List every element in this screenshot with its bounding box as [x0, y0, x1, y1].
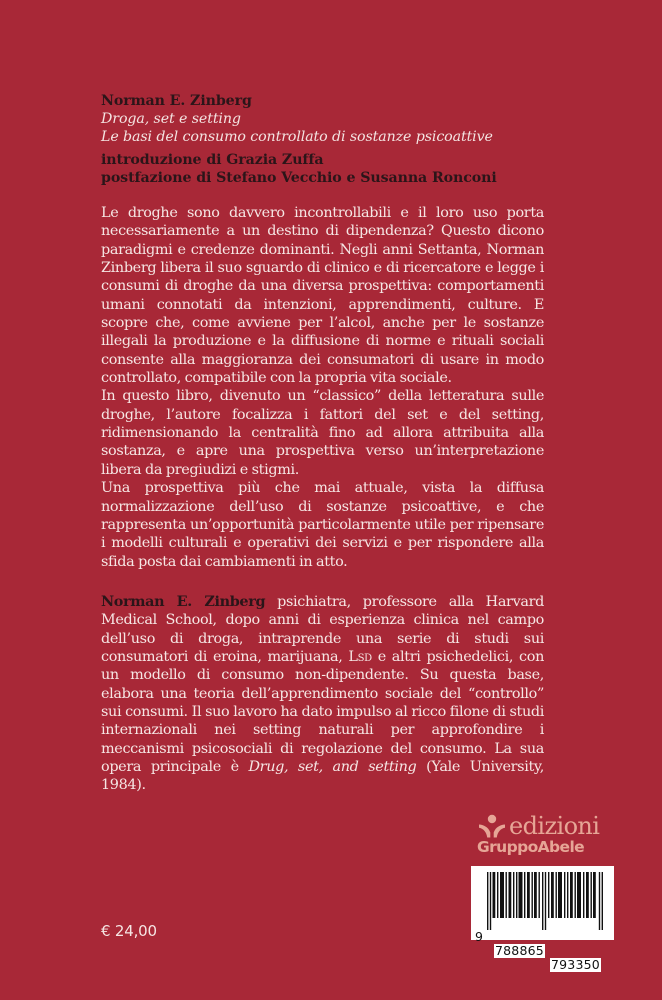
blurb-paragraph: In questo libro, divenuto un “classico” della letteratura sulle droghe, l’autore focalizza i fattori del set e del setting, ridimensionando la centralità fino ad allora attribuita alla sostanza, e apre una prospettiva verso un’interpretazione libera da pregiudizi e stigmi. [101, 388, 544, 478]
blurb-paragraph: Una prospettiva più che mai attuale, vista la diffusa normalizzazione dell’uso di sostanze psicoattive, e che rappresenta un’opportunità particolarmente utile per ripensare i modelli culturali e operativi dei servizi e per rispondere alla sfida posta dai cambiamenti in atto. [101, 480, 544, 570]
author-bio-paragraph [101, 593, 544, 795]
book-subtitle: Le basi del consumo controllato di sostanze psicoattive [101, 129, 493, 145]
blurb [101, 204, 544, 571]
barcode-right-digits: 793350 [551, 957, 600, 972]
introduction-credit: introduzione di Grazia Zuffa [101, 152, 324, 168]
publisher-word: edizioni [509, 812, 600, 840]
book-title: Droga, set e setting [101, 111, 241, 127]
bio-lsd: Lsd [348, 649, 372, 666]
barcode-left-digits: 788865 [495, 943, 544, 958]
book-header [101, 92, 571, 187]
barcode-lead-digit: 9 [475, 929, 483, 944]
bio-text: (Yale University, 1984). [101, 759, 544, 794]
author-name: Norman E. Zinberg [101, 93, 252, 109]
publisher-brand: GruppoAbele [477, 838, 585, 856]
person-arms-icon [478, 814, 506, 838]
price: € 24,00 [101, 922, 157, 940]
publisher-logo [478, 812, 618, 862]
author-bio [101, 593, 544, 795]
afterword-credit: postfazione di Stefano Vecchio e Susanna Ronconi [101, 170, 497, 186]
isbn-barcode [471, 866, 614, 972]
barcode-number [475, 916, 610, 986]
blurb-paragraph: Le droghe sono davvero incontrollabili e il loro uso porta necessariamente a un destino di dipendenza? Questo dicono paradigmi e credenze dominanti. Negli anni Settanta, Norman Zinberg libera il suo sguardo di clinico e di ricercatore e legge i consumi di droghe da una diversa prospettiva: comportamenti umani connotati da intenzioni, apprendimenti, culture. E scopre che, come avviene per l’alcol, anche per le sostanze illegali la produzione e la diffusione di norme e rituali sociali consente alla maggioranza dei consumatori di usare in modo controllato, compatibile con la propria vita sociale. [101, 205, 544, 387]
bio-text: e altri psichedelici, con un modello di consumo non-dipendente. Su questa base, elabora una teoria dell’apprendimento sociale del “controllo” sui consumi. Il suo lavoro ha dato impulso al ricco filone di studi internazionali nei setting naturali per approfondire i meccanismi psicosociali di regolazione del consumo. La sua opera principale è [101, 649, 544, 776]
bio-author-name: Norman E. Zinberg [101, 593, 266, 610]
bio-book-title: Drug, set, and setting [248, 759, 417, 776]
bio-text: psichiatra, professore alla Harvard Medical School, dopo anni di esperienza clinica nel campo dell’uso di droga, intraprende una serie di studi sui consumatori di eroina, marijuana, [101, 594, 544, 666]
